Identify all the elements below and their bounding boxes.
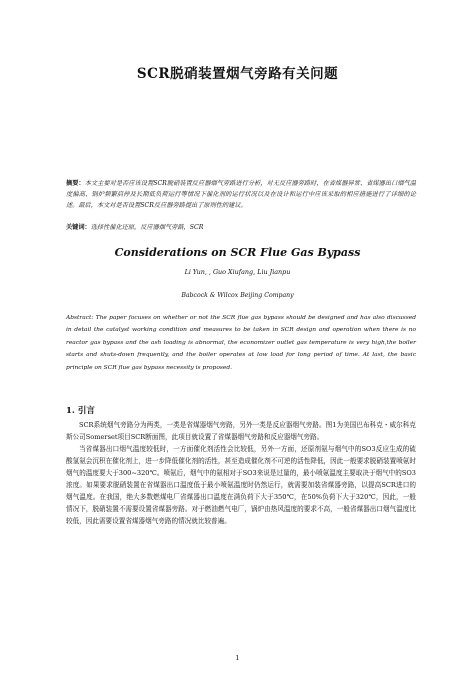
chinese-title: SCR脱硝装置烟气旁路有关问题 (136, 66, 339, 82)
section-body (66, 419, 416, 527)
body-paragraph: SCR系统烟气旁路分为两类，一类是省煤器烟气旁路，另外一类是反应器烟气旁路。图1为美国巴布科克・威尔科克斯公司Somerset项目SCR断面图，此项目就设置了省煤器烟气旁路和反应器烟气旁路。 (66, 421, 416, 441)
english-abstract-label: Abstract: (66, 315, 94, 321)
page-number: 1 (235, 654, 240, 662)
chinese-keywords (66, 222, 416, 233)
authors: Li Yun, , Guo Xiufang, Liu Jianpu (184, 268, 291, 276)
english-abstract (66, 312, 416, 374)
chinese-abstract-text: 本文主要对是否应该设置SCR脱硝装置反应器烟气旁路进行分析，对无反应器旁路时，在省煤器异常、省煤器出口烟气温度偏高、锅炉频繁启停及长期低负荷运行等情况下催化剂的运行状况以及在设计和运行中应该采取的相应措施进行了详细的论述。最后，本文对是否设置SCR反应器旁路提出了原则性的建议。 (66, 180, 416, 209)
chinese-keywords-text: 选择性催化还原，反应器烟气旁路，SCR (90, 224, 204, 231)
english-abstract-text: The paper focuses on whether or not the SCR flue gas bypass should be designed and has also discussed in detail the catalyst working condition and measures to be taken in SCR design and operation when there is no reactor gas bypass and the ash loading is abnormal, the economizer outlet gas temperature is very high,the boiler starts and shuts-down frequently, and the boiler operates at low load for long period of time. At last, the basic principle on SCR flue gas bypass necessity is proposed. (66, 315, 416, 371)
chinese-abstract-label: 摘要： (66, 180, 85, 187)
affiliation: Babcock & Wilcox Beijing Company (181, 292, 294, 299)
chinese-abstract (66, 178, 416, 211)
section-heading: 1. 引言 (66, 406, 95, 416)
body-paragraph: 当省煤器出口烟气温度较低时，一方面催化剂活性会比较低，另外一方面，还原剂氨与烟气中的SO3反应生成的硫酸氢氨会沉积在催化剂上，进一步降低催化剂的活性，甚至造成催化剂不可逆的活性降低，因此一般要求脱硝装置喷氨时烟气的温度要大于300~320℃。喷氨后，烟气中的氨相对于SO3来说是过量的，最小喷氨温度主要取决于烟气中的SO3浓度。如果要求脱硝装置在省煤器出口温度低于最小喷氨温度时仍然运行，就需要加装省煤器旁路，以提高SCR进口的烟气温度。在我国，绝大多数燃煤电厂省煤器出口温度在满负荷下大于350℃，在50%负荷下大于320℃，因此，一般情况下，脱硝装置不需要设置省煤器旁路。对于燃油燃气电厂，锅炉由热风温度的要求不高，一般省煤器出口烟气温度比较低，因此需要设置省煤器烟气旁路的情况就比较普遍。 (66, 445, 416, 525)
english-title: Considerations on SCR Flue Gas Bypass (114, 246, 361, 259)
chinese-keywords-label: 关键词： (66, 224, 91, 231)
